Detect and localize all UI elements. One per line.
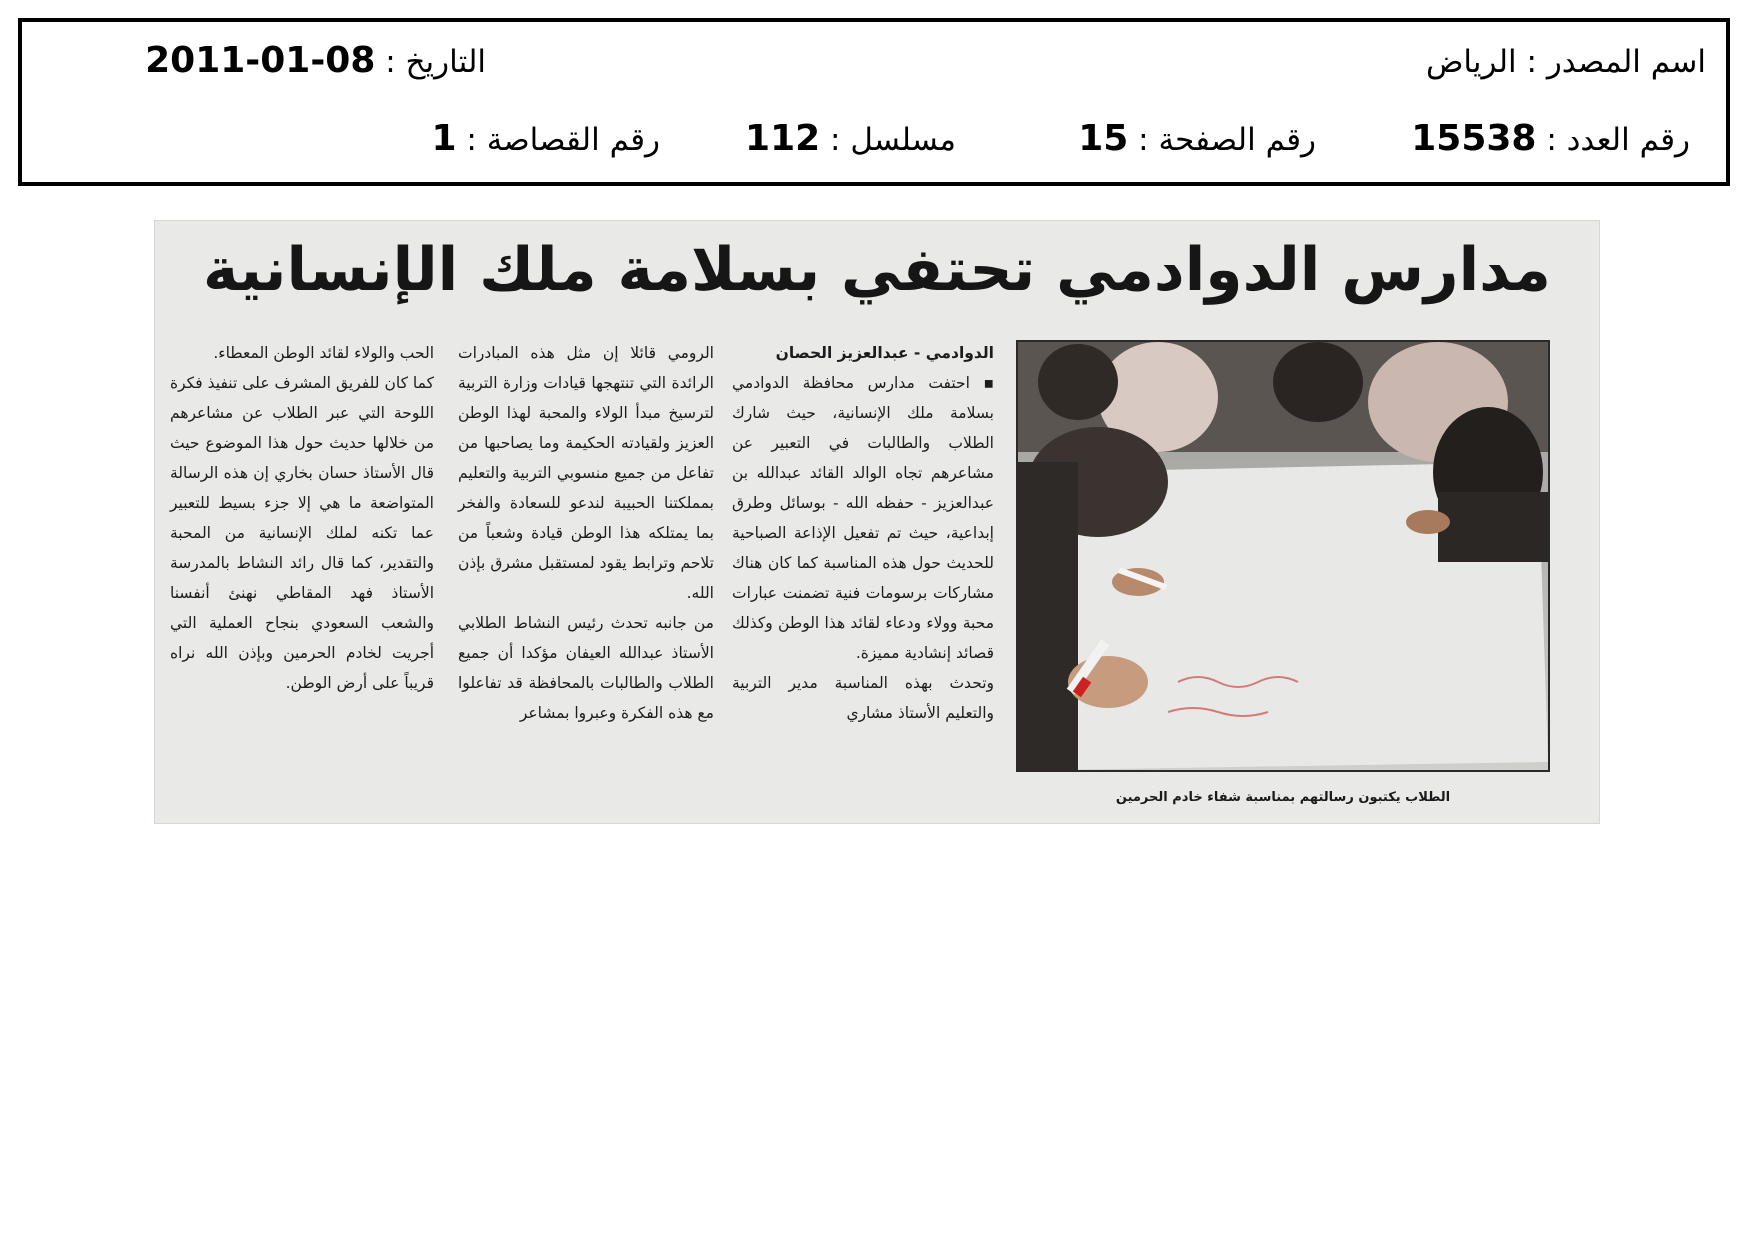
column-2-paragraph-2: من جانبه تحدث رئيس النشاط الطلابي الأستاذ عبدالله العيفان مؤكدا أن جميع الطلاب والطالبات بالمحافظة قد تفاعلوا مع هذه الفكرة وعبروا بمشاعر [458,614,714,722]
source-field [1426,44,1706,80]
article-column-3 [170,338,434,698]
students-writing-photo [1018,342,1548,770]
date-value: 2011-01-08 [145,40,376,81]
photo-caption: الطلاب يكتبون رسالتهم بمناسبة شفاء خادم الحرمين [1115,790,1451,805]
clip-number-value: 1 [431,118,457,159]
date-field [145,40,486,81]
issue-label: رقم العدد : [1546,122,1690,158]
article-byline: الدوادمي - عبدالعزيز الحصان [775,344,994,362]
article-headline: مدارس الدوادمي تحتفي بسلامة ملك الإنسانية [203,235,1551,305]
serial-value: 112 [745,118,821,159]
newspaper-clipping [154,220,1600,824]
serial-label: مسلسل : [830,122,956,158]
date-label: التاريخ : [385,44,486,80]
source-text: اسم المصدر : الرياض [1425,44,1706,80]
column-3-paragraph-1: الحب والولاء لقائد الوطن المعطاء. [213,344,434,362]
column-1-paragraph-2: وتحدث بهذه المناسبة مدير التربية والتعليم الأستاذ مشاري [732,674,994,722]
article-column-2 [458,338,714,728]
column-2-paragraph-1: الرومي قائلا إن مثل هذه المبادرات الرائدة التي تنتهجها قيادات وزارة التربية لترسيخ مبدأ الولاء والمحبة لهذا الوطن العزيز ولقيادته الحكيمة وما يصاحبها من تفاعل من جميع منسوبي التربية والتعليم بمملكتنا الحبيبة لندعو للسعادة والفخر بما يمتلكه هذا الوطن قيادة وشعباً من تلاحم وترابط يقود لمستقبل مشرق بإذن الله. [458,344,714,602]
page-value: 15 [1078,118,1129,159]
clipping-info-box [18,18,1730,186]
column-1-paragraph-1: ▪ احتفت مدارس محافظة الدوادمي بسلامة ملك الإنسانية، حيث شارك الطلاب والطالبات في التعبير عن مشاعرهم تجاه الوالد القائد عبدالله بن عبدالعزيز - حفظه الله - بوسائل وطرق إبداعية، حيث تم تفعيل الإذاعة الصباحية للحديث حول هذه المناسبة كما كان هناك مشاركات برسومات فنية تضمنت عبارات محبة وولاء ودعاء لقائد هذا الوطن وكذلك قصائد إنشادية مميزة. [732,374,994,662]
article-column-1 [732,338,994,728]
serial-field [745,118,956,159]
page-field [1078,118,1316,159]
issue-value: 15538 [1411,118,1537,159]
clip-number-label: رقم القصاصة : [466,122,660,158]
article-photo [1016,340,1550,772]
column-3-paragraph-2: كما كان للفريق المشرف على تنفيذ فكرة اللوحة التي عبر الطلاب عن مشاعرهم من خلالها حديث حول هذا الموضوع حيث قال الأستاذ حسان بخاري إن هذه الرسالة المتواضعة ما هي إلا جزء بسيط للتعبير عما تكنه لملك الإنسانية من المحبة والتقدير، كما قال رائد النشاط بالمدرسة الأستاذ فهد المقاطي نهنئ أنفسنا والشعب السعودي بنجاح العملية التي أجريت لخادم الحرمين وبإذن الله نراه قريباً على أرض الوطن. [170,374,434,692]
issue-field [1411,118,1690,159]
clip-number-field [431,118,660,159]
page-label: رقم الصفحة : [1138,122,1316,158]
